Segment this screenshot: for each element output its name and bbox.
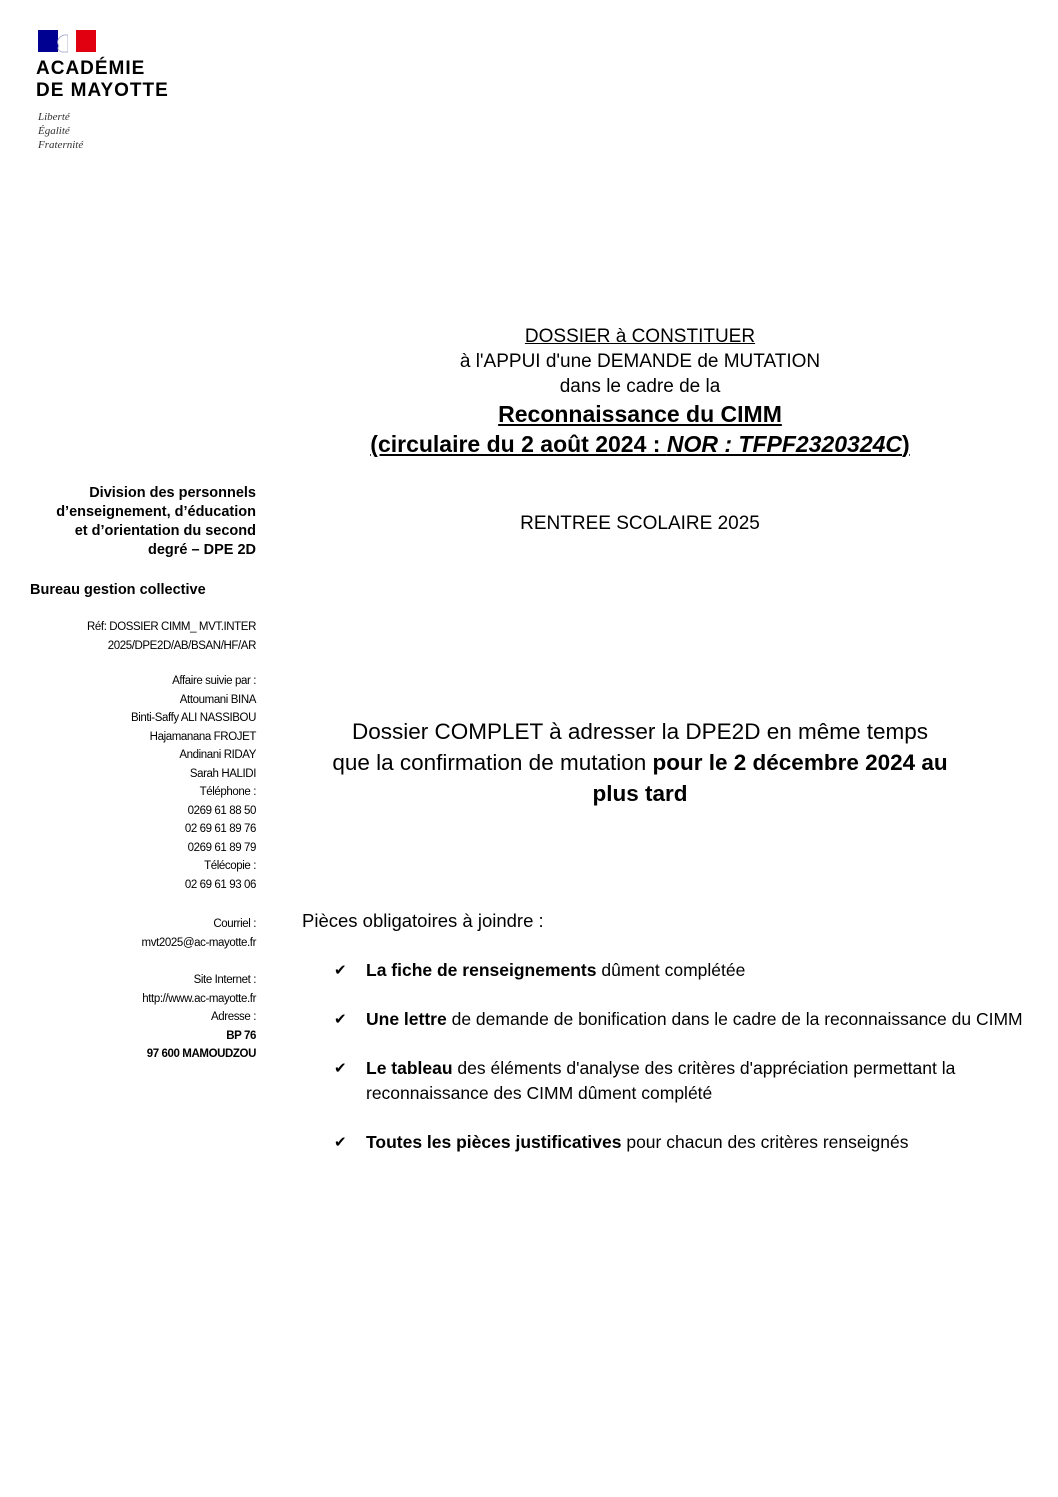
- list-item-text: [366, 1130, 1024, 1155]
- division-line: Division des personnels: [89, 485, 256, 501]
- marianne-logo: [38, 30, 96, 52]
- title-line-5-prefix: (circulaire du 2 août 2024 :: [370, 431, 667, 457]
- notice-line-2-text: que la confirmation de mutation: [332, 750, 653, 775]
- checkmark-icon: ✔: [334, 961, 347, 979]
- site-block: [40, 971, 256, 1064]
- motto-liberte: Liberté: [38, 111, 70, 123]
- list-item: [334, 958, 1024, 983]
- contact-person: Binti-Saffy ALI NASSIBOU: [130, 712, 256, 724]
- website-link[interactable]: http://www.ac-mayotte.fr: [142, 992, 256, 1005]
- notice-line-1: Dossier COMPLET à adresser la DPE2D en même temps: [351, 719, 929, 744]
- academy-name: [36, 58, 169, 102]
- motto: [38, 110, 83, 152]
- fax-number: 02 69 61 93 06: [184, 878, 256, 891]
- list-item-bold: Le tableau: [366, 1058, 453, 1078]
- address-bp: BP 76: [226, 1029, 256, 1042]
- list-item-rest: de demande de bonification dans le cadre de la reconnaissance du CIMM: [446, 1009, 1023, 1029]
- nor-reference: NOR : TFPF2320324C: [666, 431, 903, 457]
- list-item-rest: dûment complétée: [596, 960, 746, 980]
- address-city: 97 600 MAMOUDZOU: [146, 1048, 256, 1060]
- reference: [40, 618, 256, 655]
- contact-label: Affaire suivie par :: [172, 675, 256, 687]
- checkmark-icon: ✔: [334, 1010, 347, 1028]
- division-line: d’enseignement, d’éducation: [56, 504, 256, 520]
- email-block: [40, 915, 256, 952]
- document-title: [270, 324, 1010, 459]
- motto-fraternite: Fraternité: [38, 139, 84, 151]
- list-item-bold: La fiche de renseignements: [366, 960, 597, 980]
- phone-label: Téléphone :: [199, 786, 256, 798]
- division-line: degré – DPE 2D: [148, 542, 256, 558]
- title-line-2: à l'APPUI d'une DEMANDE de MUTATION: [459, 351, 821, 372]
- motto-egalite: Égalité: [38, 125, 70, 137]
- reference-line: 2025/DPE2D/AB/BSAN/HF/AR: [107, 639, 256, 652]
- academy-line-1: ACADÉMIE: [36, 58, 146, 79]
- marianne-profile-icon: [50, 33, 68, 55]
- list-item-text: [366, 1007, 1024, 1032]
- website-label: Site Internet :: [193, 974, 256, 986]
- list-item-text: [366, 1056, 1024, 1106]
- email-label: Courriel :: [213, 918, 256, 930]
- notice-line-3: plus tard: [592, 781, 688, 806]
- contact-person: Hajamanana FROJET: [149, 730, 256, 743]
- checkmark-icon: ✔: [334, 1133, 347, 1151]
- list-item: [334, 1130, 1024, 1155]
- list-item: [334, 1007, 1024, 1032]
- contact-person: Sarah HALIDI: [189, 767, 256, 780]
- list-item-bold: Toutes les pièces justificatives: [366, 1132, 622, 1152]
- division-name: [20, 484, 256, 560]
- academy-line-2: DE MAYOTTE: [36, 80, 169, 101]
- notice-line-2: [270, 747, 1010, 778]
- phone-number: 0269 61 89 79: [187, 841, 256, 854]
- reference-line: Réf: DOSSIER CIMM_ MVT.INTER: [87, 621, 256, 633]
- list-item-rest: pour chacun des critères renseignés: [621, 1132, 909, 1152]
- required-documents-heading: Pièces obligatoires à joindre :: [302, 910, 544, 931]
- division-line: et d’orientation du second: [74, 523, 256, 539]
- contact-person: Attoumani BINA: [179, 693, 256, 706]
- contact-person: Andinani RIDAY: [179, 749, 256, 761]
- checkmark-icon: ✔: [334, 1059, 347, 1077]
- contacts-block: [40, 672, 256, 894]
- title-line-5: [270, 429, 1010, 459]
- title-line-4: Reconnaissance du CIMM: [498, 401, 782, 427]
- email-link[interactable]: mvt2025@ac-mayotte.fr: [141, 936, 256, 949]
- phone-number: 0269 61 88 50: [187, 804, 256, 817]
- title-line-1: DOSSIER à CONSTITUER: [524, 326, 756, 347]
- list-item-rest: des éléments d'analyse des critères d'appréciation permettant la reconnaissance des CIMM dûment complété: [366, 1058, 956, 1103]
- flag-icon: [38, 30, 96, 52]
- fax-label: Télécopie :: [204, 860, 256, 872]
- list-item-bold: Une lettre: [366, 1009, 447, 1029]
- title-line-5-suffix: ): [902, 431, 910, 457]
- bureau-name: Bureau gestion collective: [30, 582, 206, 598]
- submission-notice: [270, 716, 1010, 809]
- address-label: Adresse :: [211, 1011, 256, 1023]
- phone-number: 02 69 61 89 76: [184, 823, 256, 835]
- list-item-text: [366, 958, 1024, 983]
- required-documents-list: [334, 958, 1024, 1179]
- deadline: pour le 2 décembre 2024 au: [652, 750, 948, 775]
- title-line-3: dans le cadre de la: [559, 376, 721, 397]
- rentree-scolaire: RENTREE SCOLAIRE 2025: [520, 513, 760, 534]
- list-item: [334, 1056, 1024, 1106]
